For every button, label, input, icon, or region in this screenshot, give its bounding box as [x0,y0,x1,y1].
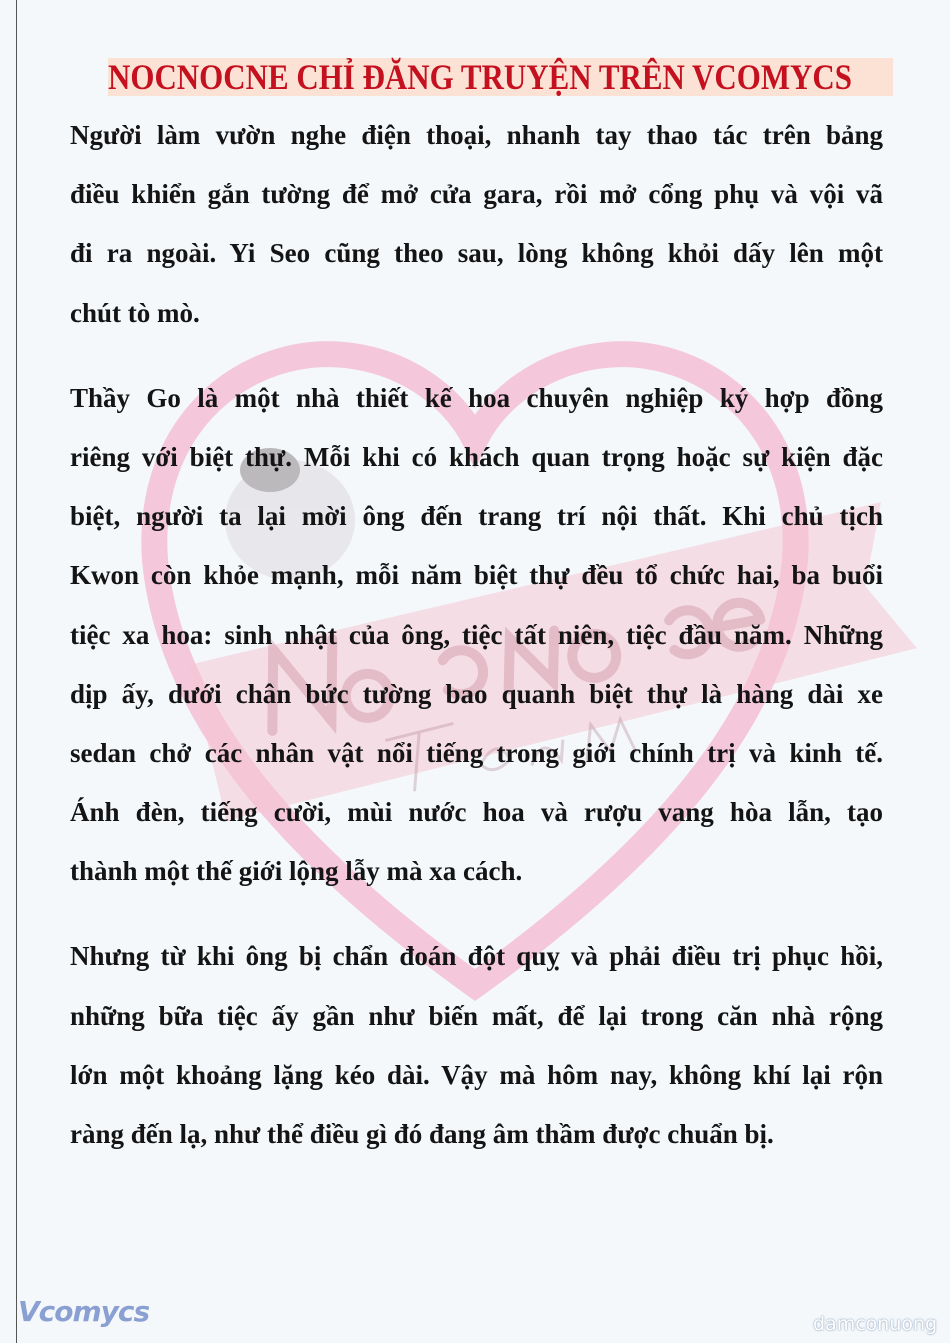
text-line: Kwon còn khỏe mạnh, mỗi năm biệt thự đều tổ chức hai, ba buổi [70,560,883,591]
text-line: điều khiển gắn tường để mở cửa gara, rồi mở cổng phụ và vội vã [70,179,883,210]
text-line: biệt, người ta lại mời ông đến trang trí nội thất. Khi chủ tịch [70,501,883,532]
text-line: ràng đến lạ, như thể điều gì đó đang âm thầm được chuẩn bị. [70,1119,774,1149]
text-line: chút tò mò. [70,297,200,328]
text-line: Thầy Go là một nhà thiết kế hoa chuyên nghiệp ký hợp đồng [70,382,883,413]
story-text [70,106,883,1190]
text-line: Ánh đèn, tiếng cười, mùi nước hoa và rượu vang hòa lẫn, tạo [70,797,883,828]
vcomycs-logo: Vcomycs [18,1295,150,1328]
text-line: Nhưng từ khi ông bị chẩn đoán đột quỵ và phải điều trị phục hồi, [70,941,883,972]
text-line: sedan chở các nhân vật nổi tiếng trong giới chính trị và kinh tế. [70,737,883,768]
text-line: Người làm vườn nghe điện thoại, nhanh tay thao tác trên bảng [70,120,883,150]
text-line: những bữa tiệc ấy gần như biến mất, để lại trong căn nhà rộng [70,1000,883,1031]
text-line: thành một thế giới lộng lẫy mà xa cách. [70,856,523,887]
text-line: riêng với biệt thự. Mỗi khi có khách quan trọng hoặc sự kiện đặc [70,441,883,472]
paragraph [70,106,883,343]
damconuong-watermark-logo: damconuong [813,1313,938,1335]
header-title: NOCNOCNE CHỈ ĐĂNG TRUYỆN TRÊN VCOMYCS [108,57,852,97]
paragraph [70,369,883,902]
paragraph [70,927,883,1164]
text-line: tiệc xa hoa: sinh nhật của ông, tiệc tất niên, tiệc đầu năm. Những [70,619,883,650]
text-line: dịp ấy, dưới chân bức tường bao quanh biệt thự là hàng dài xe [70,678,883,709]
text-line: lớn một khoảng lặng kéo dài. Vậy mà hôm nay, không khí lại rộn [70,1059,883,1090]
text-line: đi ra ngoài. Yi Seo cũng theo sau, lòng không khỏi dấy lên một [70,238,883,269]
header-banner [108,58,893,96]
